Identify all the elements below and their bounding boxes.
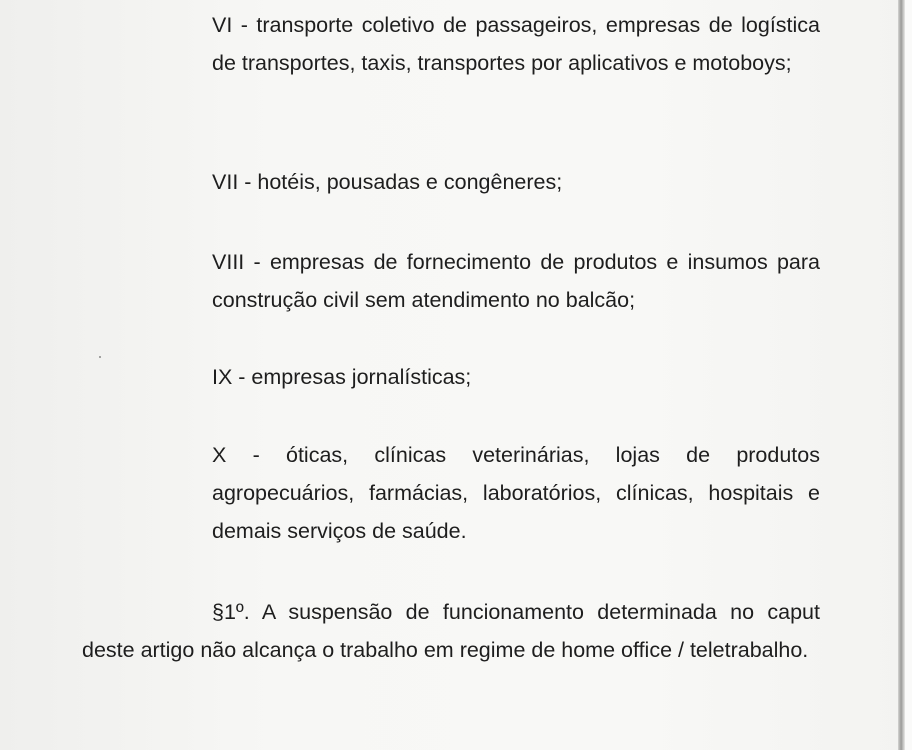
list-item-vi: VI - transporte coletivo de passageiros, empresas de logística de transportes, taxis, transportes por aplicativos e motoboys; xyxy=(212,13,820,75)
list-item-viii: VIII - empresas de fornecimento de produtos e insumos para construção civil sem atendimento no balcão; xyxy=(212,250,820,312)
list-item-vii: VII - hotéis, pousadas e congêneres; xyxy=(212,170,563,194)
page-edge-highlight xyxy=(905,0,912,750)
paragraph-1-text: §1º. A suspensão de funcionamento determinada no caput deste artigo não alcança o trabalho em regime de home office / teletrabalho. xyxy=(82,600,820,662)
paper-speck xyxy=(99,356,101,358)
page-edge-shadow xyxy=(898,0,905,750)
paragraph-1 xyxy=(82,593,820,669)
list-item-ix: IX - empresas jornalísticas; xyxy=(212,365,472,389)
list-item-x: X - óticas, clínicas veterinárias, lojas de produtos agropecuários, farmácias, laboratórios, clínicas, hospitais e demais serviços de saúde. xyxy=(212,443,820,543)
